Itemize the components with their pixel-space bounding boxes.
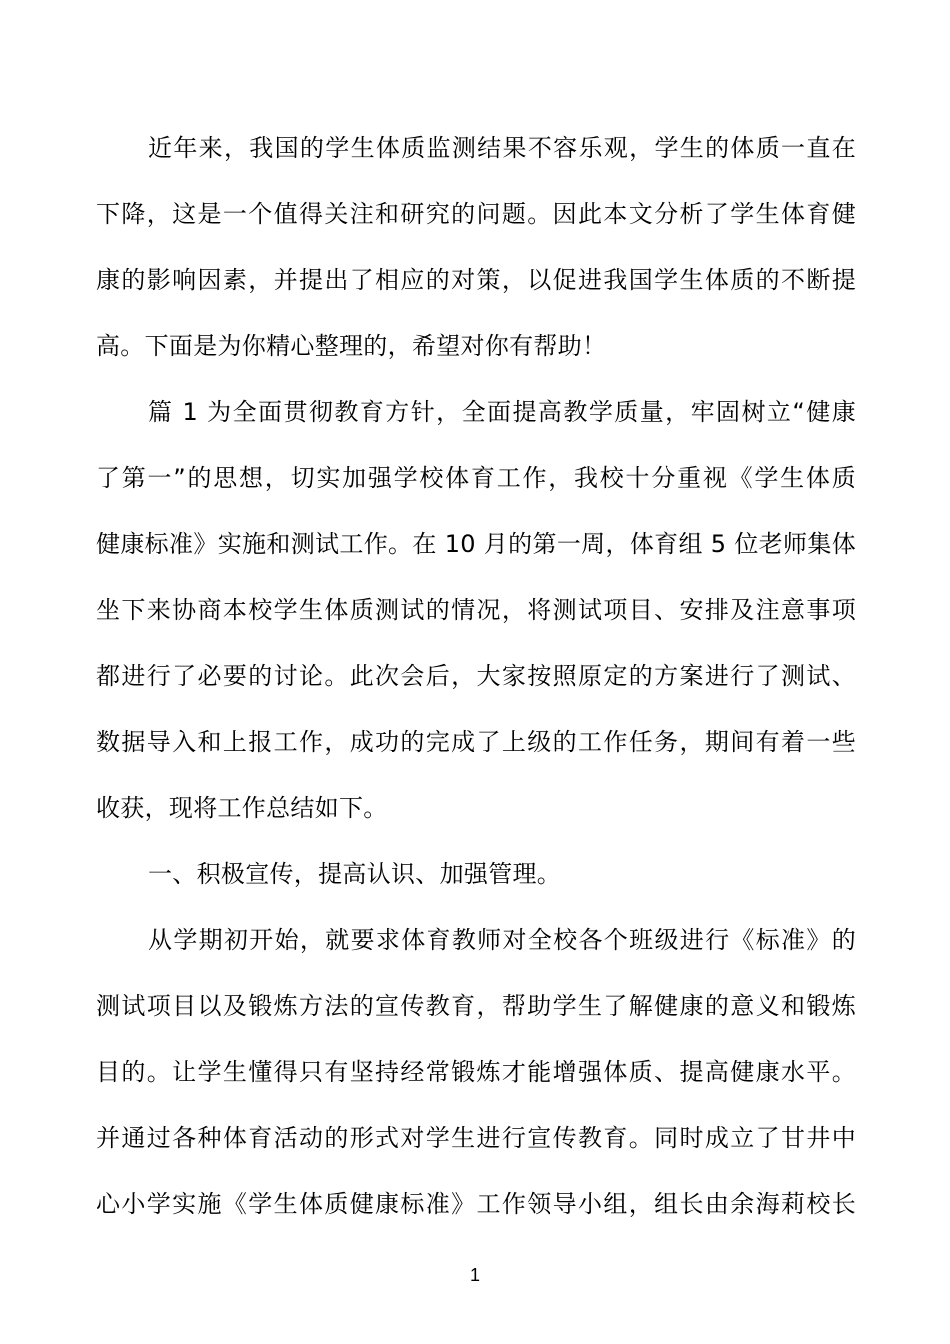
section-heading: 一、积极宣传，提高认识、加强管理。 xyxy=(148,860,562,888)
text-line: 从学期初开始，就要求体育教师对全校各个班级进行《标准》的 xyxy=(148,926,856,954)
text-line: 近年来，我国的学生体质监测结果不容乐观，学生的体质一直在 xyxy=(148,134,856,162)
text-line: 高。下面是为你精心整理的，希望对你有帮助！ xyxy=(96,332,607,360)
text-line: 并通过各种体育活动的形式对学生进行宣传教育。同时成立了甘井中 xyxy=(96,1124,856,1152)
text-line: 测试项目以及锻炼方法的宣传教育，帮助学生了解健康的意义和锻炼 xyxy=(96,992,856,1020)
text-line: 健康标准》实施和测试工作。在 10 月的第一周，体育组 5 位老师集体 xyxy=(96,530,856,558)
text-line: 坐下来协商本校学生体质测试的情况，将测试项目、安排及注意事项 xyxy=(96,596,856,624)
text-line: 收获，现将工作总结如下。 xyxy=(96,794,388,822)
text-line: 下降，这是一个值得关注和研究的问题。因此本文分析了学生体育健 xyxy=(96,200,856,228)
text-line: 都进行了必要的讨论。此次会后，大家按照原定的方案进行了测试、 xyxy=(96,662,856,690)
text-line: 数据导入和上报工作，成功的完成了上级的工作任务，期间有着一些 xyxy=(96,728,856,756)
text-line: 目的。让学生懂得只有坚持经常锻炼才能增强体质、提高健康水平。 xyxy=(96,1058,856,1086)
text-line: 康的影响因素，并提出了相应的对策，以促进我国学生体质的不断提 xyxy=(96,266,856,294)
text-line: 心小学实施《学生体质健康标准》工作领导小组，组长由余海莉校长 xyxy=(96,1190,856,1218)
page-number: 1 xyxy=(469,1265,480,1285)
body-text xyxy=(96,115,856,1237)
text-line: 了第一”的思想，切实加强学校体育工作，我校十分重视《学生体质 xyxy=(96,464,856,492)
text-line: 篇 1 为全面贯彻教育方针，全面提高教学质量，牢固树立“健康 xyxy=(148,398,856,426)
